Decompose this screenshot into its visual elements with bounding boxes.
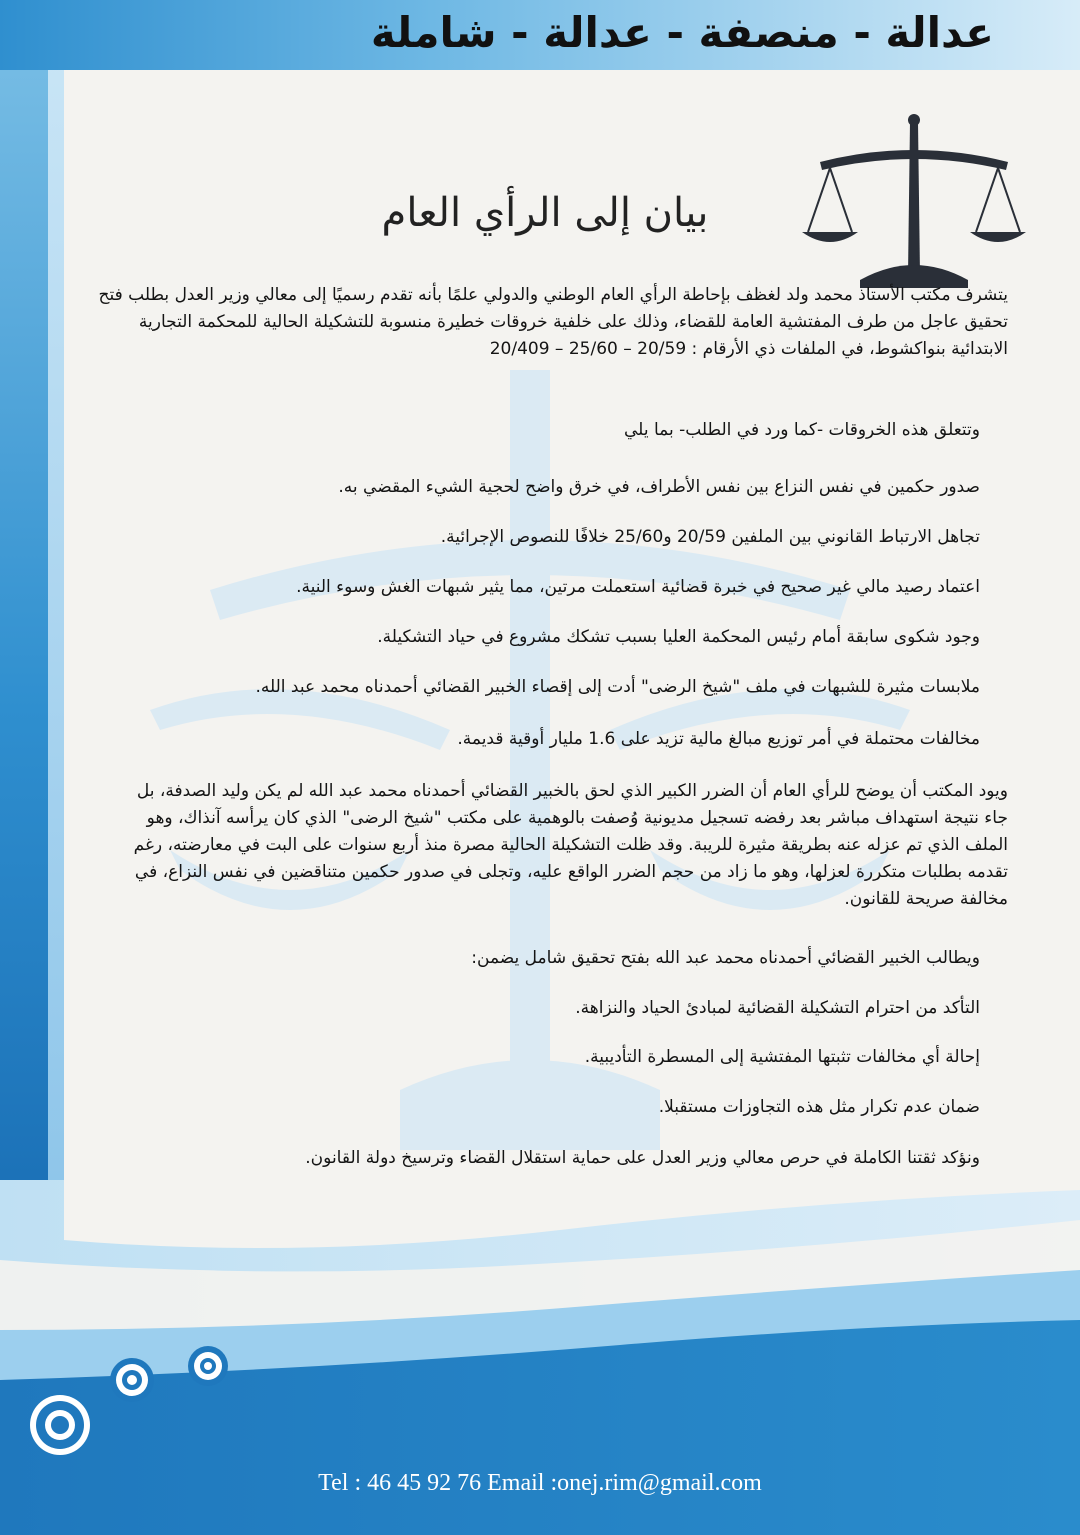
clarification-line: تقدمه بطلبات متكررة لعزلها، وهو ما زاد من حجم الضرر الواقع عليه، وتجلى في صدور حكمين متناقضين في نفس النزاع، في (134, 862, 1008, 882)
scale-of-justice-icon (800, 110, 1030, 295)
demand-item: ضمان عدم تكرار مثل هذه التجاوزات مستقبلا. (658, 1097, 980, 1117)
intro-line: تحقيق عاجل من طرف المفتشية العامة للقضاء، وذلك على خلفية خروقات خطيرة منسوبة للتشكيلة الحالية للمحكمة التجارية (138, 312, 1008, 332)
demand-item: إحالة أي مخالفات تثبتها المفتشية إلى المسطرة التأديبية. (584, 1047, 980, 1067)
left-border-dark (0, 0, 48, 1180)
violation-item: تجاهل الارتباط القانوني بين الملفين 20/59 و25/60 خلافًا للنصوص الإجرائية. (440, 527, 980, 547)
header-slogan: عدالة - منصفة - عدالة - شاملة (370, 8, 994, 57)
intro-line: الابتدائية بنواكشوط، في الملفات ذي الأرقام : 20/59 – 25/60 – 20/409 (489, 339, 1008, 359)
violation-item: وجود شكوى سابقة أمام رئيس المحكمة العليا بسبب تشكك مشروع في حياد التشكيلة. (377, 627, 980, 647)
intro-paragraph (78, 282, 1008, 363)
clarification-line: الملف الذي تم عزله عنه بطريقة مثيرة للريبة. وقد ظلت التشكيلة الحالية مصرة منذ أربع سنوات على البت في معارضته، رغم (133, 835, 1008, 855)
violation-item: ملابسات مثيرة للشبهات في ملف "شيخ الرضى" أدت إلى إقصاء الخبير القضائي أحمدناه محمد عبد الله. (255, 677, 980, 697)
violation-item: صدور حكمين في نفس النزاع بين نفس الأطراف، في خرق واضح لحجية الشيء المقضي به. (338, 477, 980, 497)
closing-statement: ونؤكد ثقتنا الكاملة في حرص معالي وزير العدل على حماية استقلال القضاء وترسيخ دولة القانون. (305, 1148, 980, 1168)
left-border-light (48, 0, 64, 1180)
clarification-line: ويود المكتب أن يوضح للرأي العام أن الضرر الكبير الذي لحق بالخبير القضائي أحمدناه محمد عبد الله لم يكن وليد الصدفة، بل (136, 781, 1008, 801)
violation-item: اعتماد رصيد مالي غير صحيح في خبرة قضائية استعملت مرتين، مما يثير شبهات الغش وسوء النية. (296, 577, 980, 597)
demand-item: التأكد من احترام التشكيلة القضائية لمبادئ الحياد والنزاهة. (575, 998, 980, 1018)
violations-intro: وتتعلق هذه الخروقات -كما ورد في الطلب- بما يلي (624, 420, 980, 440)
clarification-line: مخالفة صريحة للقانون. (844, 889, 1008, 909)
document-title: بيان إلى الرأي العام (381, 190, 709, 236)
violation-item: مخالفات محتملة في أمر توزيع مبالغ مالية تزيد على 1.6 مليار أوقية قديمة. (457, 729, 980, 749)
clarification-paragraph (78, 778, 1008, 913)
demand-intro: ويطالب الخبير القضائي أحمدناه محمد عبد الله بفتح تحقيق شامل يضمن: (471, 948, 980, 968)
footer-contact: Tel : 46 45 92 76 Email :onej.rim@gmail.com (318, 1470, 762, 1496)
clarification-line: جاء نتيجة استهداف مباشر بعد رفضه تسجيل مديونية وُصفت بالوهمية على مكتب "شيخ الرضى" الذي كان يرأسه آنذاك، وهو (146, 808, 1008, 828)
intro-line: يتشرف مكتب الأستاذ محمد ولد لغظف بإحاطة الرأي العام الوطني والدولي علمًا بأنه تقدم رسميًا إلى معالي وزير العدل بطلب فتح (98, 285, 1008, 305)
